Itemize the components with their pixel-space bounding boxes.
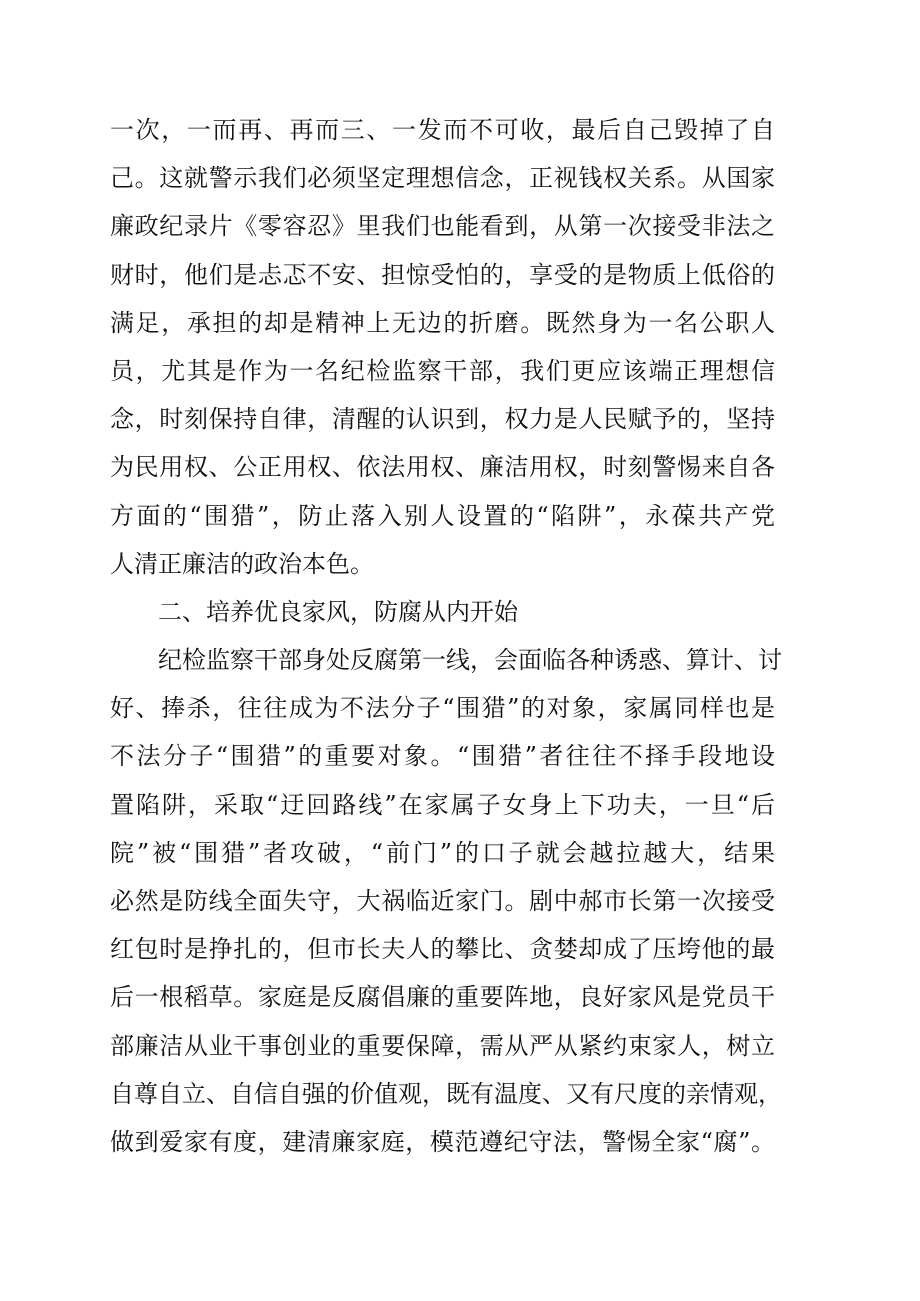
paragraph-line: 部廉洁从业干事创业的重要保障，需从严从紧约束家人，树立	[110, 1031, 775, 1060]
paragraph-line: 为民用权、公正用权、依法用权、廉洁用权，时刻警惕来自各	[110, 453, 775, 482]
paragraph-line: 方面的“围猎”，防止落入别人设置的“陷阱”，永葆共产党	[110, 501, 775, 530]
document-body	[110, 106, 782, 1166]
paragraph-line: 红包时是挣扎的，但市长夫人的攀比、贪婪却成了压垮他的最	[110, 935, 775, 964]
paragraph-line: 不法分子“围猎”的重要对象。“围猎”者往往不择手段地设	[110, 742, 775, 771]
paragraph-line: 己。这就警示我们必须坚定理想信念，正视钱权关系。从国家	[110, 164, 775, 193]
paragraph-line: 自尊自立、自信自强的价值观，既有温度、又有尺度的亲情观，	[110, 1079, 782, 1108]
section-heading: 二、培养优良家风，防腐从内开始	[158, 597, 518, 626]
paragraph-line: 财时，他们是忐忑不安、担惊受怕的，享受的是物质上低俗的	[110, 260, 775, 289]
paragraph-line: 院”被“围猎”者攻破，“前门”的口子就会越拉越大，结果	[110, 838, 775, 867]
paragraph-line: 做到爱家有度，建清廉家庭，模范遵纪守法，警惕全家“腐”。	[110, 1127, 775, 1156]
paragraph-line: 廉政纪录片《零容忍》里我们也能看到，从第一次接受非法之	[110, 212, 775, 241]
paragraph-line: 员，尤其是作为一名纪检监察干部，我们更应该端正理想信	[110, 356, 775, 385]
paragraph-line: 后一根稻草。家庭是反腐倡廉的重要阵地，良好家风是党员干	[110, 983, 775, 1012]
paragraph-line: 一次，一而再、再而三、一发而不可收，最后自己毁掉了自	[110, 116, 775, 144]
paragraph-line: 念，时刻保持自律，清醒的认识到，权力是人民赋予的，坚持	[110, 405, 775, 434]
paragraph-line: 纪检监察干部身处反腐第一线，会面临各种诱惑、算计、讨	[158, 646, 782, 675]
paragraph-line: 满足，承担的却是精神上无边的折磨。既然身为一名公职人	[110, 308, 775, 337]
paragraph-line: 置陷阱，采取“迂回路线”在家属子女身上下功夫，一旦“后	[110, 790, 775, 819]
paragraph-line: 必然是防线全面失守，大祸临近家门。剧中郝市长第一次接受	[110, 887, 775, 915]
paragraph-line: 好、捧杀，往往成为不法分子“围猎”的对象，家属同样也是	[110, 694, 775, 723]
paragraph-line: 人清正廉洁的政治本色。	[110, 549, 374, 578]
